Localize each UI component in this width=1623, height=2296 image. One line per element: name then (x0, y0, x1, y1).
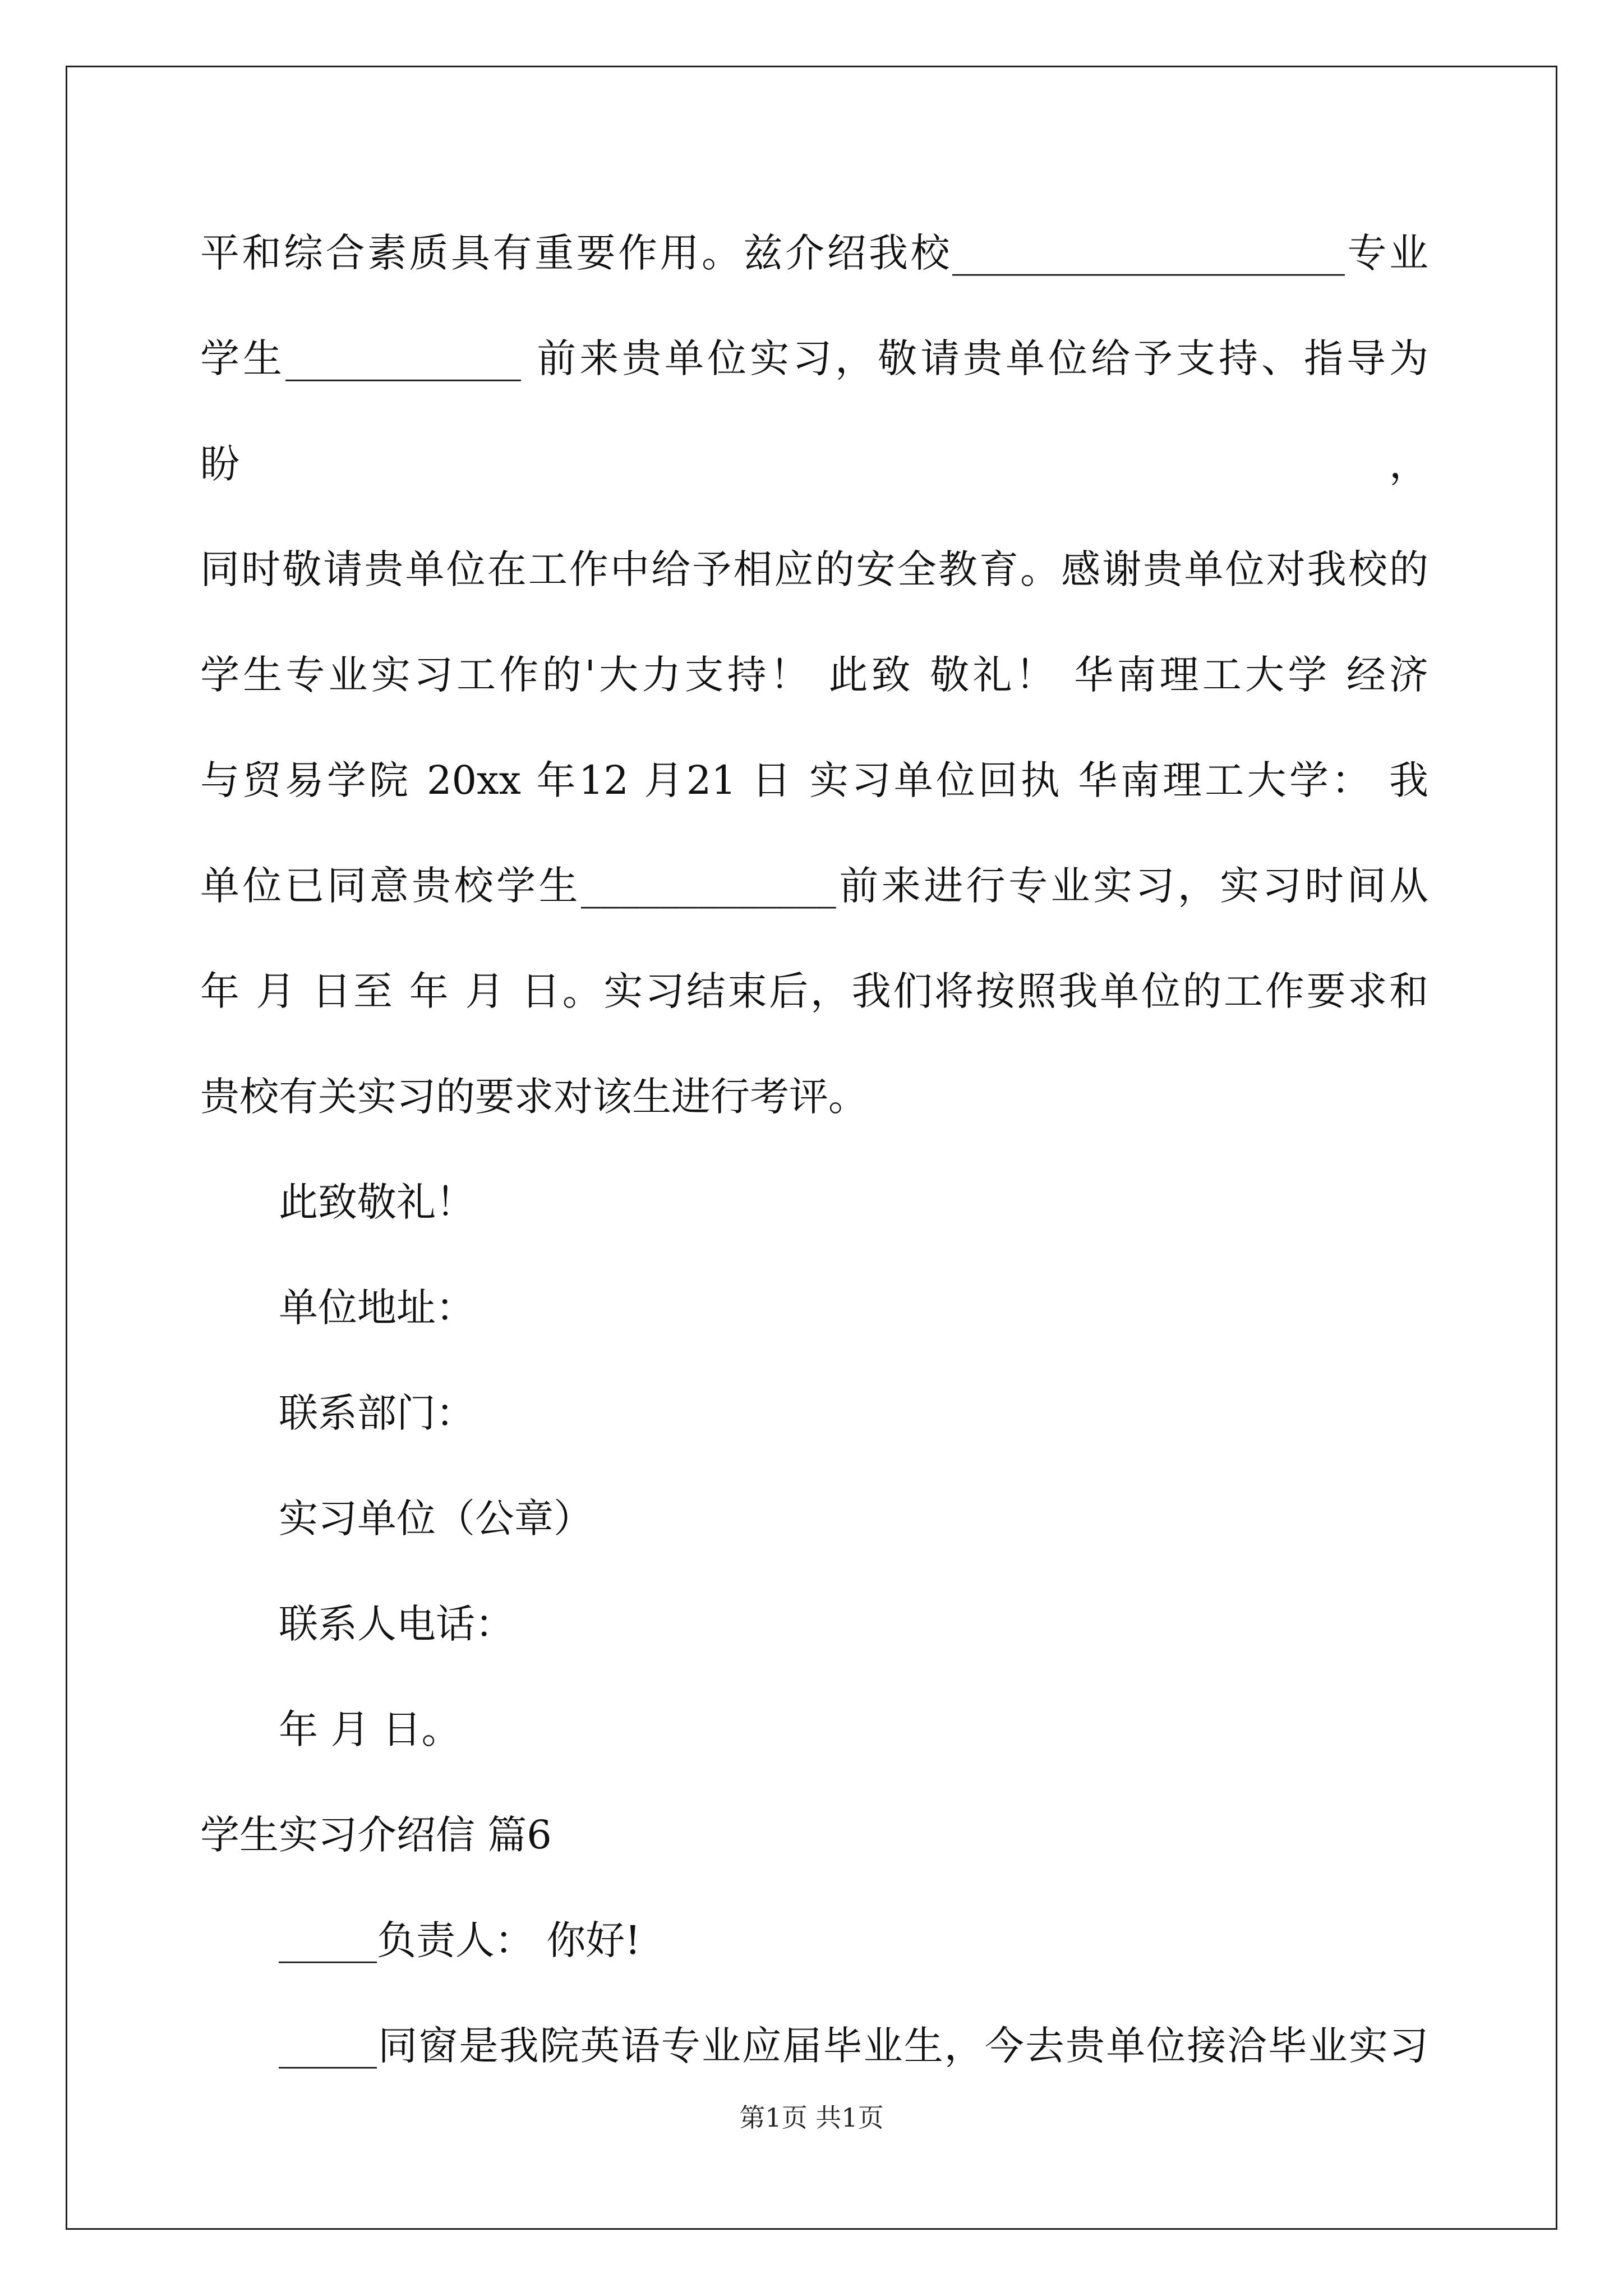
page-footer: 第1页 共1页 (739, 2102, 884, 2133)
field-seal: 实习单位（公章） (279, 1496, 593, 1542)
body-line-4: 学生专业实习工作的'大力支持！ 此致 敬礼！ 华南理工大学 经济 (200, 652, 1428, 698)
section-heading: 学生实习介绍信 篇6 (200, 1812, 552, 1858)
body-line-3: 同时敬请贵单位在工作中给予相应的安全教育。感谢贵单位对我校的 (200, 546, 1428, 592)
field-date: 年 月 日。 (279, 1706, 461, 1752)
field-department: 联系部门： (279, 1390, 475, 1436)
body-line-5: 与贸易学院 20xx 年12 月21 日 实习单位回执 华南理工大学： 我 (200, 757, 1428, 803)
body-line-2: 学生____________ 前来贵单位实习，敬请贵单位给予支持、指导为盼， (200, 335, 1428, 487)
greeting-line: _____负责人： 你好! (279, 1917, 641, 1963)
field-phone: 联系人电话： (279, 1601, 514, 1647)
closing-salutation: 此致敬礼！ (279, 1179, 475, 1225)
body-line-8: 贵校有关实习的要求对该生进行考评。 (200, 1074, 868, 1120)
body-line-1: 平和综合素质具有重要作用。兹介绍我校____________________专业 (200, 230, 1428, 276)
document-body (200, 200, 1428, 2099)
body-line-7: 年 月 日至 年 月 日。实习结束后，我们将按照我单位的工作要求和 (200, 968, 1428, 1014)
intro-line: _____同窗是我院英语专业应届毕业生，今去贵单位接洽毕业实习 (279, 2023, 1428, 2069)
field-address: 单位地址： (279, 1285, 475, 1331)
body-line-6: 单位已同意贵校学生_____________前来进行专业实习，实习时间从 (200, 863, 1428, 909)
